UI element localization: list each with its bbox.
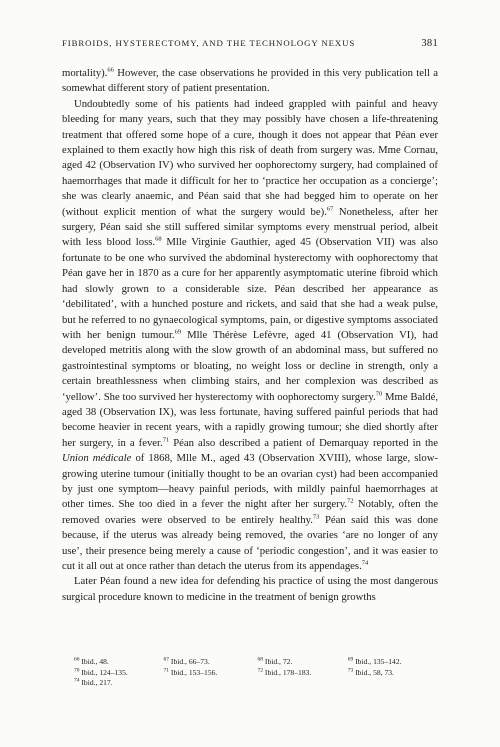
italic-title: Union médicale (62, 452, 132, 465)
footnote-ref: 67 (326, 205, 334, 213)
text-run: Mlle Virginie Gauthier, aged 45 (Observation VII) was also fortunate to be one who survived the abdominal hysterectomy with oophorectomy that Péan gave her in 1870 as a cure for her apparently asymptomatic uterine fibroid which had slowly grown to a considerable size. Péan described her appearance as ‘debilitated’, with a hunched posture and rickets, and said that she had a weak pulse, but he referred to no gynaecological symptoms, pain, or digestive symptoms associated with her benign tumour. (62, 236, 438, 341)
footnote-text: Ibid., 135–142. (353, 657, 402, 666)
footnote-text: Ibid., 58, 73. (353, 667, 394, 677)
text-run: Péan said this was done because, if the uterus was already being removed, the ovaries ‘are no longer of any use’, their presence being merely a cause of ‘periodic congestion’, and it was easier to cut it all out at once rather than detach the uterus from its appendages. (62, 513, 438, 572)
footnote (62, 657, 164, 668)
text-run: mortality). (62, 67, 108, 79)
footnote-ref: 70 (375, 389, 383, 397)
page-number: 381 (421, 38, 438, 49)
text-run: Notably, often the removed ovaries were observed to be entirely healthy. (62, 498, 438, 526)
footnote (62, 668, 164, 679)
footnote (348, 668, 438, 679)
footnote-number: 69 (347, 656, 354, 663)
footnote-ref: 71 (162, 436, 170, 444)
footnote-text: Ibid., 72. (263, 657, 293, 666)
running-head (62, 38, 438, 49)
footnote-text: Ibid., 66–73. (169, 657, 210, 666)
footnote-number: 72 (257, 666, 264, 673)
footnote-text: Ibid., 153–156. (169, 667, 218, 677)
text-run: Mme Baldé, aged 38 (Observation IX), was less fortunate, having suffered painful periods that had become heavier in recent years, with a rapidly growing tumour; she died shortly after her surgery, in a fever. (62, 390, 438, 449)
footnote (258, 657, 348, 668)
footnote-row (62, 678, 438, 689)
footnote-text: Ibid., 217. (79, 678, 113, 687)
footnote-ref: 72 (347, 497, 354, 505)
footnotes (62, 657, 438, 689)
footnote-text: Ibid., 48. (79, 657, 109, 666)
footnote-number: 73 (347, 666, 354, 673)
footnote-number: 70 (74, 666, 80, 673)
text-run: Mlle Thérèse Lefèvre, aged 41 (Observation VI), had developed metritis along with the slow growth of an abdominal mass, but suffered no gastrointestinal symptoms or bloating, no weight loss or decline in strength, only a certain breathlessness when climbing stairs, and her complexion was described as ‘yellow’. She too survived her hysterectomy with oophorectomy surgery. (62, 328, 438, 403)
text-run: of 1868, Mlle M., aged 43 (Observation XVIII), whose large, slow-growing uterine tumour (initially thought to be an ovarian cyst) had been accompanied by just one symptom—heavy painful periods, with mildly painful haemorrhages at other times. She too died in a fever the night after her surgery. (62, 452, 438, 511)
paragraph (62, 66, 438, 97)
footnote-ref: 68 (155, 235, 162, 243)
footnote-number: 74 (74, 677, 80, 684)
text-run: Later Péan found a new idea for defending his practice of using the most dangerous surgical procedure known to medicine in the treatment of benign growths (62, 575, 438, 603)
text-run: Nonetheless, after her surgery, Péan said she still suffered similar symptoms every menstrual period, albeit with less blood loss. (62, 205, 438, 249)
footnote-number: 66 (74, 656, 80, 663)
footnote-ref: 73 (312, 513, 320, 521)
running-title: FIBROIDS, HYSTERECTOMY, AND THE TECHNOLOGY NEXUS (62, 38, 356, 48)
footnote (258, 668, 348, 679)
text-run: Péan also described a patient of Demarquay reported in the (169, 436, 439, 449)
footnote-row (62, 657, 438, 668)
footnote-ref: 74 (361, 559, 369, 567)
footnote-row (62, 668, 438, 679)
footnote (164, 657, 258, 668)
footnote-text: Ibid., 124–135. (79, 667, 128, 677)
footnote (62, 678, 164, 689)
footnote-number: 68 (257, 656, 264, 663)
footnote (348, 657, 438, 668)
footnote-number: 71 (163, 666, 170, 673)
footnote-number: 67 (163, 656, 170, 663)
body-text (62, 66, 438, 605)
footnote-text: Ibid., 178–183. (263, 667, 312, 677)
footnote-ref: 66 (107, 66, 114, 74)
text-run: However, the case observations he provided in this very publication tell a somewhat different story of patient presentation. (62, 67, 438, 95)
footnote-ref: 69 (174, 328, 182, 336)
footnote (164, 668, 258, 679)
text-run: Undoubtedly some of his patients had indeed grappled with painful and heavy bleeding for many years, such that they may possibly have chosen a life-threatening treatment that offered some hope of a cure, though it does not appear that Péan ever explained to them exactly how high this risk of death from surgery was. Mme Cornau, aged 42 (Observation IV) who survived her oophorectomy surgery, had complained of haemorrhages that made it difficult for her to ‘practice her occupation as a concierge’; she was clearly anaemic, and Péan said that she had begged him to operate on her (without explicit mention of what the surgery would be). (62, 97, 438, 218)
paragraph (62, 97, 438, 575)
paragraph (62, 574, 438, 605)
